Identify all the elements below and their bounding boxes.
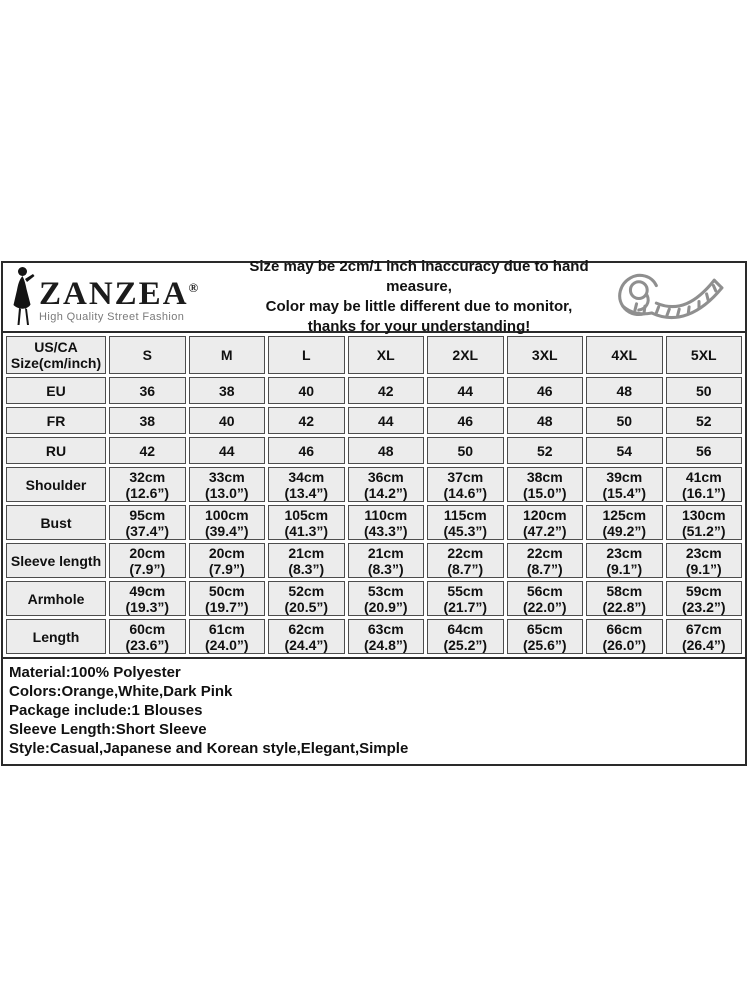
measurement-cell-text: (39.4”) — [204, 522, 249, 539]
measurement-cell-text: (9.1”) — [685, 560, 722, 577]
row-label-cell-text: Sleeve length — [10, 552, 102, 569]
corner-header-cell — [6, 336, 106, 374]
measurement-cell — [427, 581, 504, 616]
measuring-tape-icon — [593, 265, 741, 329]
measurement-cell — [189, 467, 266, 502]
size-column-header — [666, 336, 743, 374]
row-label-cell — [6, 581, 106, 616]
size-column-header-text: M — [220, 347, 233, 363]
size-column-header-text: 4XL — [611, 347, 638, 363]
measurement-cell — [189, 505, 266, 540]
brand-tagline: High Quality Street Fashion — [39, 310, 185, 323]
size-value-cell — [666, 407, 743, 434]
row-label-cell-text: FR — [46, 412, 66, 429]
size-value-cell — [348, 437, 425, 464]
size-value-cell-text: 48 — [377, 442, 394, 459]
measurement-cell — [109, 543, 186, 578]
measurement-cell — [666, 505, 743, 540]
measurement-cell-text: (7.9”) — [129, 560, 166, 577]
size-value-cell-text: 50 — [457, 442, 474, 459]
measurement-cell — [507, 619, 584, 654]
size-column-header — [427, 336, 504, 374]
size-value-cell-text: 38 — [139, 412, 156, 429]
measurement-cell-text: 65cm — [526, 620, 563, 637]
measurement-cell — [507, 543, 584, 578]
measurement-cell — [189, 543, 266, 578]
row-label-cell-text: Length — [32, 628, 80, 645]
measurement-cell-text: 34cm — [288, 468, 325, 485]
table-row-shoulder — [6, 467, 742, 502]
table-row-armhole — [6, 581, 742, 616]
measurement-cell-text: 63cm — [367, 620, 404, 637]
size-value-cell — [109, 377, 186, 404]
measurement-cell-text: 58cm — [606, 582, 643, 599]
size-column-header-text: XL — [376, 347, 395, 363]
size-value-cell-text: 44 — [377, 412, 394, 429]
measurement-cell-text: 64cm — [447, 620, 484, 637]
measurement-cell-text: (23.6”) — [125, 636, 170, 653]
woman-silhouette-icon — [7, 266, 37, 328]
size-value-cell — [427, 377, 504, 404]
size-value-cell-text: 42 — [377, 382, 394, 399]
size-column-header-text: 3XL — [531, 347, 558, 363]
size-value-cell — [666, 377, 743, 404]
size-value-cell — [586, 437, 663, 464]
measurement-cell — [586, 467, 663, 502]
row-label-cell-text: RU — [45, 442, 67, 459]
size-value-cell — [348, 377, 425, 404]
measurement-cell — [427, 467, 504, 502]
size-column-header — [348, 336, 425, 374]
size-value-cell — [507, 407, 584, 434]
measurement-cell-text: 120cm — [522, 506, 567, 523]
table-row-fr — [6, 407, 742, 434]
measurement-cell — [666, 581, 743, 616]
size-value-cell — [586, 377, 663, 404]
size-value-cell — [348, 407, 425, 434]
notice-line-3: thanks for your understanding! — [307, 318, 531, 335]
size-value-cell-text: 40 — [218, 412, 235, 429]
size-chart-sheet — [1, 258, 747, 766]
measurement-cell — [109, 505, 186, 540]
size-table-body — [6, 336, 742, 654]
measurement-cell — [427, 619, 504, 654]
measurement-cell-text: 49cm — [129, 582, 166, 599]
measurement-cell-text: 66cm — [606, 620, 643, 637]
detail-material: Material:100% Polyester — [9, 664, 181, 681]
row-label-cell — [6, 543, 106, 578]
measurement-cell — [348, 505, 425, 540]
size-value-cell — [666, 437, 743, 464]
size-value-cell-text: 46 — [457, 412, 474, 429]
measurement-cell — [109, 581, 186, 616]
measure-notice — [245, 257, 593, 337]
measurement-cell-text: (41.3”) — [284, 522, 329, 539]
size-value-cell-text: 46 — [298, 442, 315, 459]
size-column-header — [109, 336, 186, 374]
measurement-cell-text: 22cm — [447, 544, 484, 561]
measurement-cell-text: 61cm — [208, 620, 245, 637]
measurement-cell-text: 39cm — [606, 468, 643, 485]
row-label-cell — [6, 437, 106, 464]
brand-logo — [7, 266, 245, 328]
measurement-cell-text: 125cm — [602, 506, 647, 523]
size-column-header-text: 5XL — [690, 347, 717, 363]
measurement-cell-text: 20cm — [208, 544, 245, 561]
size-value-cell — [586, 407, 663, 434]
measurement-cell-text: (24.0”) — [204, 636, 249, 653]
size-column-header-text: S — [142, 347, 152, 363]
measurement-cell-text: (16.1”) — [681, 484, 726, 501]
table-row-ru — [6, 437, 742, 464]
measurement-cell-text: 38cm — [526, 468, 563, 485]
measurement-cell-text: (21.7”) — [443, 598, 488, 615]
measurement-cell-text: (24.8”) — [363, 636, 408, 653]
measurement-cell-text: (22.8”) — [602, 598, 647, 615]
measurement-cell-text: 22cm — [526, 544, 563, 561]
measurement-cell — [189, 619, 266, 654]
table-header-row — [6, 336, 742, 374]
measurement-cell-text: (14.6”) — [443, 484, 488, 501]
notice-line-1: Size may be 2cm/1 inch inaccuracy due to hand measure, — [249, 258, 589, 295]
measurement-cell-text: 21cm — [288, 544, 325, 561]
size-value-cell — [268, 437, 345, 464]
measurement-cell-text: (19.7”) — [204, 598, 249, 615]
measurement-cell-text: (8.7”) — [526, 560, 563, 577]
measurement-cell-text: 37cm — [447, 468, 484, 485]
measurement-cell-text: (47.2”) — [522, 522, 567, 539]
measurement-cell-text: (19.3”) — [125, 598, 170, 615]
measurement-cell — [348, 619, 425, 654]
measurement-cell-text: (13.0”) — [204, 484, 249, 501]
size-value-cell — [268, 377, 345, 404]
measurement-cell — [666, 467, 743, 502]
measurement-cell — [189, 581, 266, 616]
measurement-cell-text: (9.1”) — [606, 560, 643, 577]
measurement-cell — [586, 505, 663, 540]
measurement-cell — [507, 581, 584, 616]
size-value-cell-text: 38 — [218, 382, 235, 399]
measurement-cell-text: 23cm — [685, 544, 722, 561]
row-label-cell — [6, 407, 106, 434]
row-label-cell-text: EU — [46, 382, 66, 399]
row-label-cell-text: Armhole — [27, 590, 85, 607]
size-column-header — [268, 336, 345, 374]
measurement-cell-text: (15.0”) — [522, 484, 567, 501]
row-label-cell-text: Shoulder — [25, 476, 87, 493]
measurement-cell-text: (45.3”) — [443, 522, 488, 539]
measurement-cell — [109, 467, 186, 502]
measurement-cell — [586, 543, 663, 578]
size-value-cell — [427, 407, 504, 434]
size-column-header-text: L — [301, 347, 311, 363]
measurement-cell-text: 20cm — [129, 544, 166, 561]
size-value-cell-text: 44 — [218, 442, 235, 459]
size-value-cell — [109, 407, 186, 434]
measurement-cell-text: 55cm — [447, 582, 484, 599]
measurement-cell-text: (22.0”) — [522, 598, 567, 615]
measurement-cell-text: 23cm — [606, 544, 643, 561]
measurement-cell-text: (15.4”) — [602, 484, 647, 501]
measurement-cell — [507, 505, 584, 540]
size-value-cell-text: 50 — [616, 412, 633, 429]
measurement-cell — [109, 619, 186, 654]
measurement-cell-text: (43.3”) — [363, 522, 408, 539]
size-value-cell-text: 48 — [616, 382, 633, 399]
measurement-cell — [427, 543, 504, 578]
detail-colors: Colors:Orange,White,Dark Pink — [9, 683, 233, 700]
size-column-header — [507, 336, 584, 374]
measurement-cell-text: (13.4”) — [284, 484, 329, 501]
product-details — [3, 657, 745, 764]
measurement-cell-text: (25.6”) — [522, 636, 567, 653]
measurement-cell-text: 100cm — [204, 506, 249, 523]
row-label-cell — [6, 505, 106, 540]
row-label-cell — [6, 619, 106, 654]
measurement-cell-text: (37.4”) — [125, 522, 170, 539]
size-value-cell-text: 42 — [298, 412, 315, 429]
measurement-cell-text: (49.2”) — [602, 522, 647, 539]
detail-style: Style:Casual,Japanese and Korean style,Elegant,Simple — [9, 740, 409, 757]
row-label-cell — [6, 377, 106, 404]
measurement-cell-text: (26.0”) — [602, 636, 647, 653]
measurement-cell-text: 67cm — [685, 620, 722, 637]
measurement-cell-text: 41cm — [685, 468, 722, 485]
measurement-cell — [268, 543, 345, 578]
measurement-cell — [427, 505, 504, 540]
measurement-cell-text: (51.2”) — [681, 522, 726, 539]
size-value-cell-text: 46 — [536, 382, 553, 399]
measurement-cell-text: 21cm — [367, 544, 404, 561]
table-row-eu — [6, 377, 742, 404]
size-value-cell — [189, 437, 266, 464]
measurement-cell — [586, 619, 663, 654]
banner — [3, 258, 745, 335]
measurement-cell-text: 59cm — [685, 582, 722, 599]
size-value-cell-text: 40 — [298, 382, 315, 399]
size-value-cell-text: 54 — [616, 442, 633, 459]
size-value-cell-text: 52 — [536, 442, 553, 459]
measurement-cell-text: (24.4”) — [284, 636, 329, 653]
size-table — [3, 333, 745, 657]
detail-sleeve-length: Sleeve Length:Short Sleeve — [9, 721, 207, 738]
measurement-cell-text: (20.5”) — [284, 598, 329, 615]
corner-header-cell-text: Size(cm/inch) — [10, 355, 102, 371]
measurement-cell-text: 50cm — [208, 582, 245, 599]
size-value-cell-text: 50 — [695, 382, 712, 399]
measurement-cell — [348, 581, 425, 616]
measurement-cell-text: (25.2”) — [443, 636, 488, 653]
measurement-cell — [268, 619, 345, 654]
brand-text-block — [39, 272, 198, 323]
size-value-cell — [189, 407, 266, 434]
measurement-cell — [268, 505, 345, 540]
measurement-cell-text: 33cm — [208, 468, 245, 485]
measurement-cell-text: (23.2”) — [681, 598, 726, 615]
measurement-cell-text: 130cm — [681, 506, 726, 523]
size-column-header — [586, 336, 663, 374]
size-value-cell-text: 48 — [536, 412, 553, 429]
table-row-bust — [6, 505, 742, 540]
measurement-cell-text: (8.3”) — [367, 560, 404, 577]
measurement-cell-text: 53cm — [367, 582, 404, 599]
measurement-cell-text: 36cm — [367, 468, 404, 485]
measurement-cell — [268, 581, 345, 616]
measurement-cell-text: 60cm — [129, 620, 166, 637]
measurement-cell-text: 52cm — [288, 582, 325, 599]
measurement-cell-text: (26.4”) — [681, 636, 726, 653]
measurement-cell-text: (12.6”) — [125, 484, 170, 501]
size-value-cell-text: 42 — [139, 442, 156, 459]
size-column-header — [189, 336, 266, 374]
measurement-cell — [348, 467, 425, 502]
size-value-cell — [507, 377, 584, 404]
row-label-cell-text: Bust — [40, 514, 72, 531]
notice-line-2: Color may be little different due to monitor, — [265, 298, 573, 315]
measurement-cell-text: (14.2”) — [363, 484, 408, 501]
measurement-cell — [666, 619, 743, 654]
detail-package: Package include:1 Blouses — [9, 702, 203, 719]
measurement-cell-text: 105cm — [284, 506, 329, 523]
size-value-cell — [109, 437, 186, 464]
size-value-cell — [427, 437, 504, 464]
table-row-sleeve-length — [6, 543, 742, 578]
table-row-length — [6, 619, 742, 654]
measurement-cell — [268, 467, 345, 502]
size-value-cell-text: 36 — [139, 382, 156, 399]
measurement-cell-text: (7.9”) — [208, 560, 245, 577]
measurement-cell-text: 95cm — [129, 506, 166, 523]
measurement-cell — [507, 467, 584, 502]
measurement-cell — [586, 581, 663, 616]
measurement-cell-text: 115cm — [443, 506, 487, 523]
measurement-cell-text: (8.3”) — [288, 560, 325, 577]
corner-header-cell-text: US/CA — [34, 339, 78, 355]
row-label-cell — [6, 467, 106, 502]
measurement-cell-text: (8.7”) — [447, 560, 484, 577]
registered-mark: ® — [188, 279, 199, 295]
size-column-header-text: 2XL — [452, 347, 479, 363]
measurement-cell-text: 62cm — [288, 620, 325, 637]
measurement-cell-text: 110cm — [364, 506, 408, 523]
size-value-cell-text: 52 — [695, 412, 712, 429]
size-value-cell-text: 56 — [695, 442, 712, 459]
size-value-cell — [268, 407, 345, 434]
measurement-cell-text: 32cm — [129, 468, 166, 485]
measurement-cell-text: 56cm — [526, 582, 563, 599]
measurement-cell-text: (20.9”) — [363, 598, 408, 615]
size-value-cell-text: 44 — [457, 382, 474, 399]
measurement-cell — [348, 543, 425, 578]
brand-name: ZANZEA® — [39, 275, 199, 312]
measurement-cell — [666, 543, 743, 578]
size-value-cell — [189, 377, 266, 404]
size-value-cell — [507, 437, 584, 464]
